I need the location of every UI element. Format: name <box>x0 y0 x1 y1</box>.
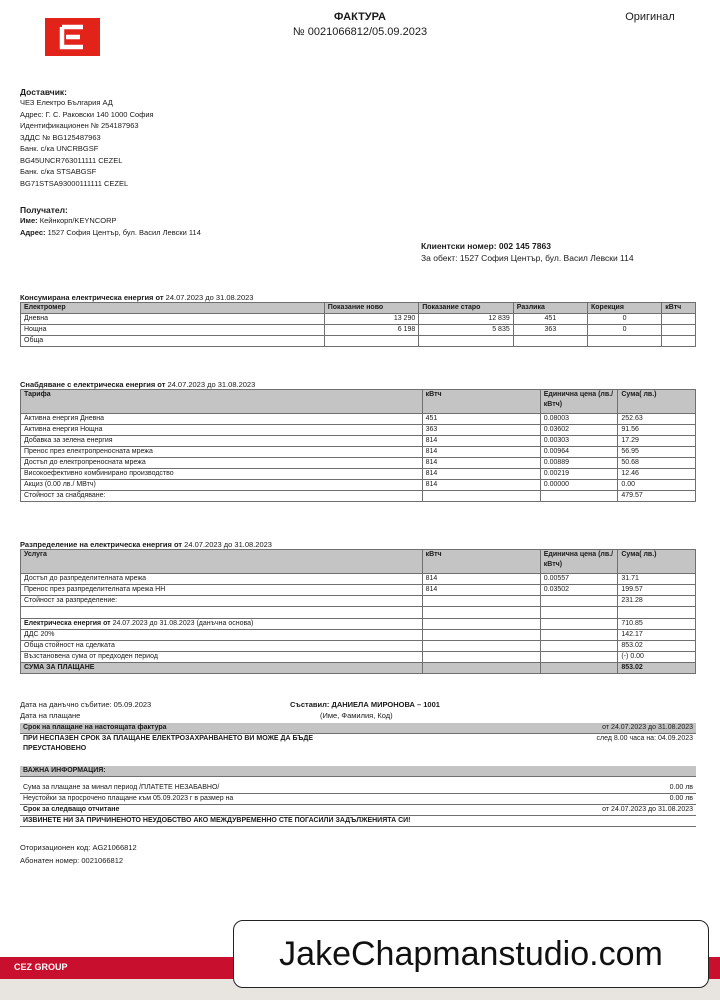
col-header: кВтч <box>422 550 540 574</box>
cell: 0 <box>588 314 662 325</box>
cell: 91.56 <box>618 425 696 436</box>
cell <box>422 596 540 607</box>
auth-code: AG21066812 <box>92 843 137 852</box>
table-row <box>21 630 696 641</box>
col-header: кВтч <box>662 303 696 314</box>
cell: 0 <box>588 325 662 336</box>
distribution-table <box>20 549 696 674</box>
col-header: Единична цена (лв./ кВтч) <box>540 390 618 414</box>
info-line-left: ПРИ НЕСПАЗЕН СРОК ЗА ПЛАЩАНЕ ЕЛЕКТРОЗАХРАНВАНЕТО ВИ МОЖЕ ДА БЪДЕ ПРЕУСТАНОВЕНО <box>23 735 314 752</box>
cell: 199.57 <box>618 585 696 596</box>
cell: 0.03602 <box>540 425 618 436</box>
cell <box>422 652 540 663</box>
cell: 0.03502 <box>540 585 618 596</box>
cell: 363 <box>513 325 587 336</box>
cell: 13 290 <box>324 314 419 325</box>
cell <box>422 663 540 674</box>
cell: 814 <box>422 574 540 585</box>
cell <box>540 619 618 630</box>
table-row <box>21 336 696 347</box>
cell <box>419 336 514 347</box>
col-header: Корекция <box>588 303 662 314</box>
info-line-left: Сума за плащане за минал период /ПЛАТЕТЕ НЕЗАБАВНО/ <box>23 784 220 791</box>
cell <box>662 325 696 336</box>
cell: 50.68 <box>618 458 696 469</box>
supplier-heading: Доставчик: <box>20 87 68 97</box>
table-row <box>21 325 696 336</box>
col-header: Сума( лв.) <box>618 390 696 414</box>
table-row <box>21 574 696 585</box>
distribution-title-text: Разпределение на електрическа енергия от <box>20 540 183 549</box>
cez-logo-mark <box>45 18 100 56</box>
cell: 12.46 <box>618 469 696 480</box>
cell: Обща <box>21 336 325 347</box>
cell <box>513 336 587 347</box>
cell <box>540 652 618 663</box>
info-line <box>20 723 696 734</box>
cell <box>540 607 618 619</box>
table-row <box>21 458 696 469</box>
info-line-left: ИЗВИНЕТЕ НИ ЗА ПРИЧИНЕНОТО НЕУДОБСТВО АКО МЕЖДУВРЕМЕННО СТЕ ПОГАСИЛИ ЗАДЪЛЖЕНИЯТА СИ! <box>23 817 411 824</box>
table-row <box>21 414 696 425</box>
cell: 5 835 <box>419 325 514 336</box>
col-header: Тарифа <box>21 390 423 414</box>
cell: 814 <box>422 447 540 458</box>
cell: 814 <box>422 480 540 491</box>
client-block <box>421 240 711 264</box>
cell: Акциз (0.00 лв./ MВтч) <box>21 480 423 491</box>
info-line <box>20 794 696 805</box>
cell: Стойност за разпределение: <box>21 596 423 607</box>
supplier-line: ЧЕЗ Електро България АД <box>20 98 113 107</box>
event-date: 05.09.2023 <box>113 700 152 709</box>
supply-title-text: Снабдяване с електрическа енергия от <box>20 380 166 389</box>
supplier-line: Идентификационен № 254187963 <box>20 121 139 130</box>
cell <box>324 336 419 347</box>
cell <box>540 641 618 652</box>
col-header: Сума( лв.) <box>618 550 696 574</box>
recipient-address: 1527 София Център, бул. Васил Левски 114 <box>47 227 201 237</box>
table-row <box>21 607 696 619</box>
document-title: ФАКТУРА <box>334 11 386 23</box>
info-line-left: Неустойки за просрочено плащане към 05.09.2023 г в размер на <box>23 795 234 802</box>
supplier-line: Адрес: Г. С. Раковски 140 1000 София <box>20 109 154 119</box>
client-number-label: Клиентски номер: <box>421 241 497 251</box>
col-header: Електромер <box>21 303 325 314</box>
supplier-line: BG71STSA93000111111 CEZEL <box>20 178 129 188</box>
supply-title <box>20 380 696 389</box>
footer-info <box>20 699 696 721</box>
cell: 814 <box>422 436 540 447</box>
cell: Обща стойност на сделката <box>21 641 423 652</box>
client-number: 002 145 7863 <box>498 241 551 251</box>
cell <box>662 314 696 325</box>
consumed-table <box>20 302 696 347</box>
supply-period: 24.07.2023 до 31.08.2023 <box>167 380 256 389</box>
consumed-title-text: Консумирана електрическа енергия от <box>20 293 164 302</box>
distribution-section <box>20 540 696 674</box>
consumed-energy-section <box>20 293 696 347</box>
info-line-right: от 24.07.2023 до 31.08.2023 <box>602 806 693 813</box>
table-row <box>21 425 696 436</box>
cell: 814 <box>422 458 540 469</box>
cell: 853.02 <box>618 663 696 674</box>
composer-name: ДАНИЕЛА МИРОНОВА – 1001 <box>331 700 440 709</box>
energy-period: 24.07.2023 до 31.08.2023 (данъчна основа) <box>112 620 254 627</box>
info-line <box>20 783 696 794</box>
recipient-address-label: Адрес: <box>20 227 46 237</box>
cell: 56.95 <box>618 447 696 458</box>
info-line <box>20 816 696 827</box>
cell: 142.17 <box>618 630 696 641</box>
cell <box>422 641 540 652</box>
cell <box>422 607 540 619</box>
composer-label: Съставил: <box>290 700 330 709</box>
cell: Активна енергия Нощна <box>21 425 423 436</box>
table-row <box>21 447 696 458</box>
cell: (-) 0.00 <box>618 652 696 663</box>
cell: Активна енергия Дневна <box>21 414 423 425</box>
cell <box>618 607 696 619</box>
cell: Нощна <box>21 325 325 336</box>
cell: ДДС 20% <box>21 630 423 641</box>
cell <box>662 336 696 347</box>
supplier-line: BG45UNCR763011111 CEZEL <box>20 155 123 165</box>
cell: Пренос през разпределителната мрежа НН <box>21 585 423 596</box>
cell: 853.02 <box>618 641 696 652</box>
cell: 0.00 <box>618 480 696 491</box>
info-line-left: Срок за следващо отчитане <box>23 806 120 813</box>
supplier-line: ЗДДС № BG125487963 <box>20 132 101 142</box>
cell: Пренос през електропреносната мрежа <box>21 447 423 458</box>
supply-table <box>20 389 696 502</box>
cell: 17.29 <box>618 436 696 447</box>
col-header: Показание ново <box>324 303 419 314</box>
col-header: Разлика <box>513 303 587 314</box>
distribution-period: 24.07.2023 до 31.08.2023 <box>184 540 272 549</box>
info-line-left: ВАЖНА ИНФОРМАЦИЯ: <box>23 767 106 774</box>
cell: Добавка за зелена енергия <box>21 436 423 447</box>
composer-hint: (Име, Фамилия, Код) <box>320 711 393 720</box>
info-line-right: след 8.00 часа на: 04.09.2023 <box>596 735 693 742</box>
watermark-badge: JakeChapmanstudio.com <box>233 920 709 988</box>
object-label: За обект: <box>421 253 458 263</box>
cell: 363 <box>422 425 540 436</box>
cell: 814 <box>422 469 540 480</box>
cell <box>422 619 540 630</box>
supplier-block <box>20 87 280 189</box>
subscriber-number: 0021066812 <box>81 856 124 865</box>
info-line-left: Срок на плащане на настоящата фактура <box>23 724 167 731</box>
table-row <box>21 596 696 607</box>
cell: 451 <box>513 314 587 325</box>
info-line <box>20 766 696 777</box>
copy-label: Оригинал <box>625 11 675 23</box>
cell: Достъп до електропреносната мрежа <box>21 458 423 469</box>
cell: 31.71 <box>618 574 696 585</box>
subscriber-label: Абонатен номер: <box>20 856 80 865</box>
cell: Възстановена сума от предходен период <box>21 652 423 663</box>
cell: Високоефективно комбинирано производство <box>21 469 423 480</box>
cell: Стойност за снабдяване: <box>21 491 423 502</box>
info-line-right: 0.00 лв <box>669 784 693 791</box>
distribution-title <box>20 540 696 549</box>
cell: 0.00000 <box>540 480 618 491</box>
cell: 231.28 <box>618 596 696 607</box>
col-header: кВтч <box>422 390 540 414</box>
cell: 0.00889 <box>540 458 618 469</box>
cell <box>540 663 618 674</box>
info-line-right: от 24.07.2023 до 31.08.2023 <box>602 724 693 731</box>
info-line <box>20 734 696 758</box>
table-row <box>21 469 696 480</box>
cell: Дневна <box>21 314 325 325</box>
info-line-right: 0.00 лв <box>669 795 693 802</box>
recipient-name: Кейнкорп/KEYNCORP <box>39 216 117 225</box>
payment-info-lines <box>20 723 696 827</box>
cell <box>540 491 618 502</box>
recipient-block <box>20 205 320 238</box>
cell: 0.00303 <box>540 436 618 447</box>
cell: 710.85 <box>618 619 696 630</box>
cell: Достъп до разпределителната мрежа <box>21 574 423 585</box>
consumed-period: 24.07.2023 до 31.08.2023 <box>165 293 254 302</box>
consumed-title <box>20 293 696 302</box>
cell: 0.00964 <box>540 447 618 458</box>
brand-bar-label: CEZ GROUP <box>14 962 68 972</box>
table-row <box>21 585 696 596</box>
cell <box>540 596 618 607</box>
cell: 12 839 <box>419 314 514 325</box>
col-header: Показание старо <box>419 303 514 314</box>
recipient-name-label: Име: <box>20 216 38 225</box>
codes-block <box>20 841 320 867</box>
supply-section <box>20 380 696 502</box>
cell: 6 198 <box>324 325 419 336</box>
object-address: 1527 София Център, бул. Васил Левски 114 <box>459 253 634 263</box>
pay-date-label: Дата на плащане <box>20 711 81 720</box>
table-row <box>21 480 696 491</box>
auth-code-label: Оторизационен код: <box>20 843 91 852</box>
cell: 0.00557 <box>540 574 618 585</box>
event-date-label: Дата на данъчно събитие: <box>20 700 112 709</box>
cell <box>422 630 540 641</box>
supplier-line: Банк. с/ка UNCRBGSF <box>20 144 99 153</box>
table-row <box>21 436 696 447</box>
cell <box>21 619 423 630</box>
cell: 451 <box>422 414 540 425</box>
cell <box>540 630 618 641</box>
table-row <box>21 314 696 325</box>
energy-label: Електрическа енергия от <box>24 620 111 627</box>
cell <box>422 491 540 502</box>
table-row <box>21 619 696 630</box>
cell: 0.00219 <box>540 469 618 480</box>
total-to-pay-row <box>21 663 696 674</box>
recipient-heading: Получател: <box>20 205 68 215</box>
table-row <box>21 641 696 652</box>
cell: СУМА ЗА ПЛАЩАНЕ <box>21 663 423 674</box>
info-line <box>20 805 696 816</box>
cell: 0.08003 <box>540 414 618 425</box>
table-row <box>21 652 696 663</box>
cell <box>588 336 662 347</box>
cez-logo <box>45 18 100 56</box>
col-header: Услуга <box>21 550 423 574</box>
invoice-number: № 0021066812/05.09.2023 <box>292 26 428 38</box>
col-header: Единична цена (лв./ кВтч) <box>540 550 618 574</box>
table-row <box>21 491 696 502</box>
cell: 814 <box>422 585 540 596</box>
cell <box>21 607 423 619</box>
cell: 252.63 <box>618 414 696 425</box>
supplier-line: Банк. с/ка STSABGSF <box>20 167 97 176</box>
cell: 479.57 <box>618 491 696 502</box>
